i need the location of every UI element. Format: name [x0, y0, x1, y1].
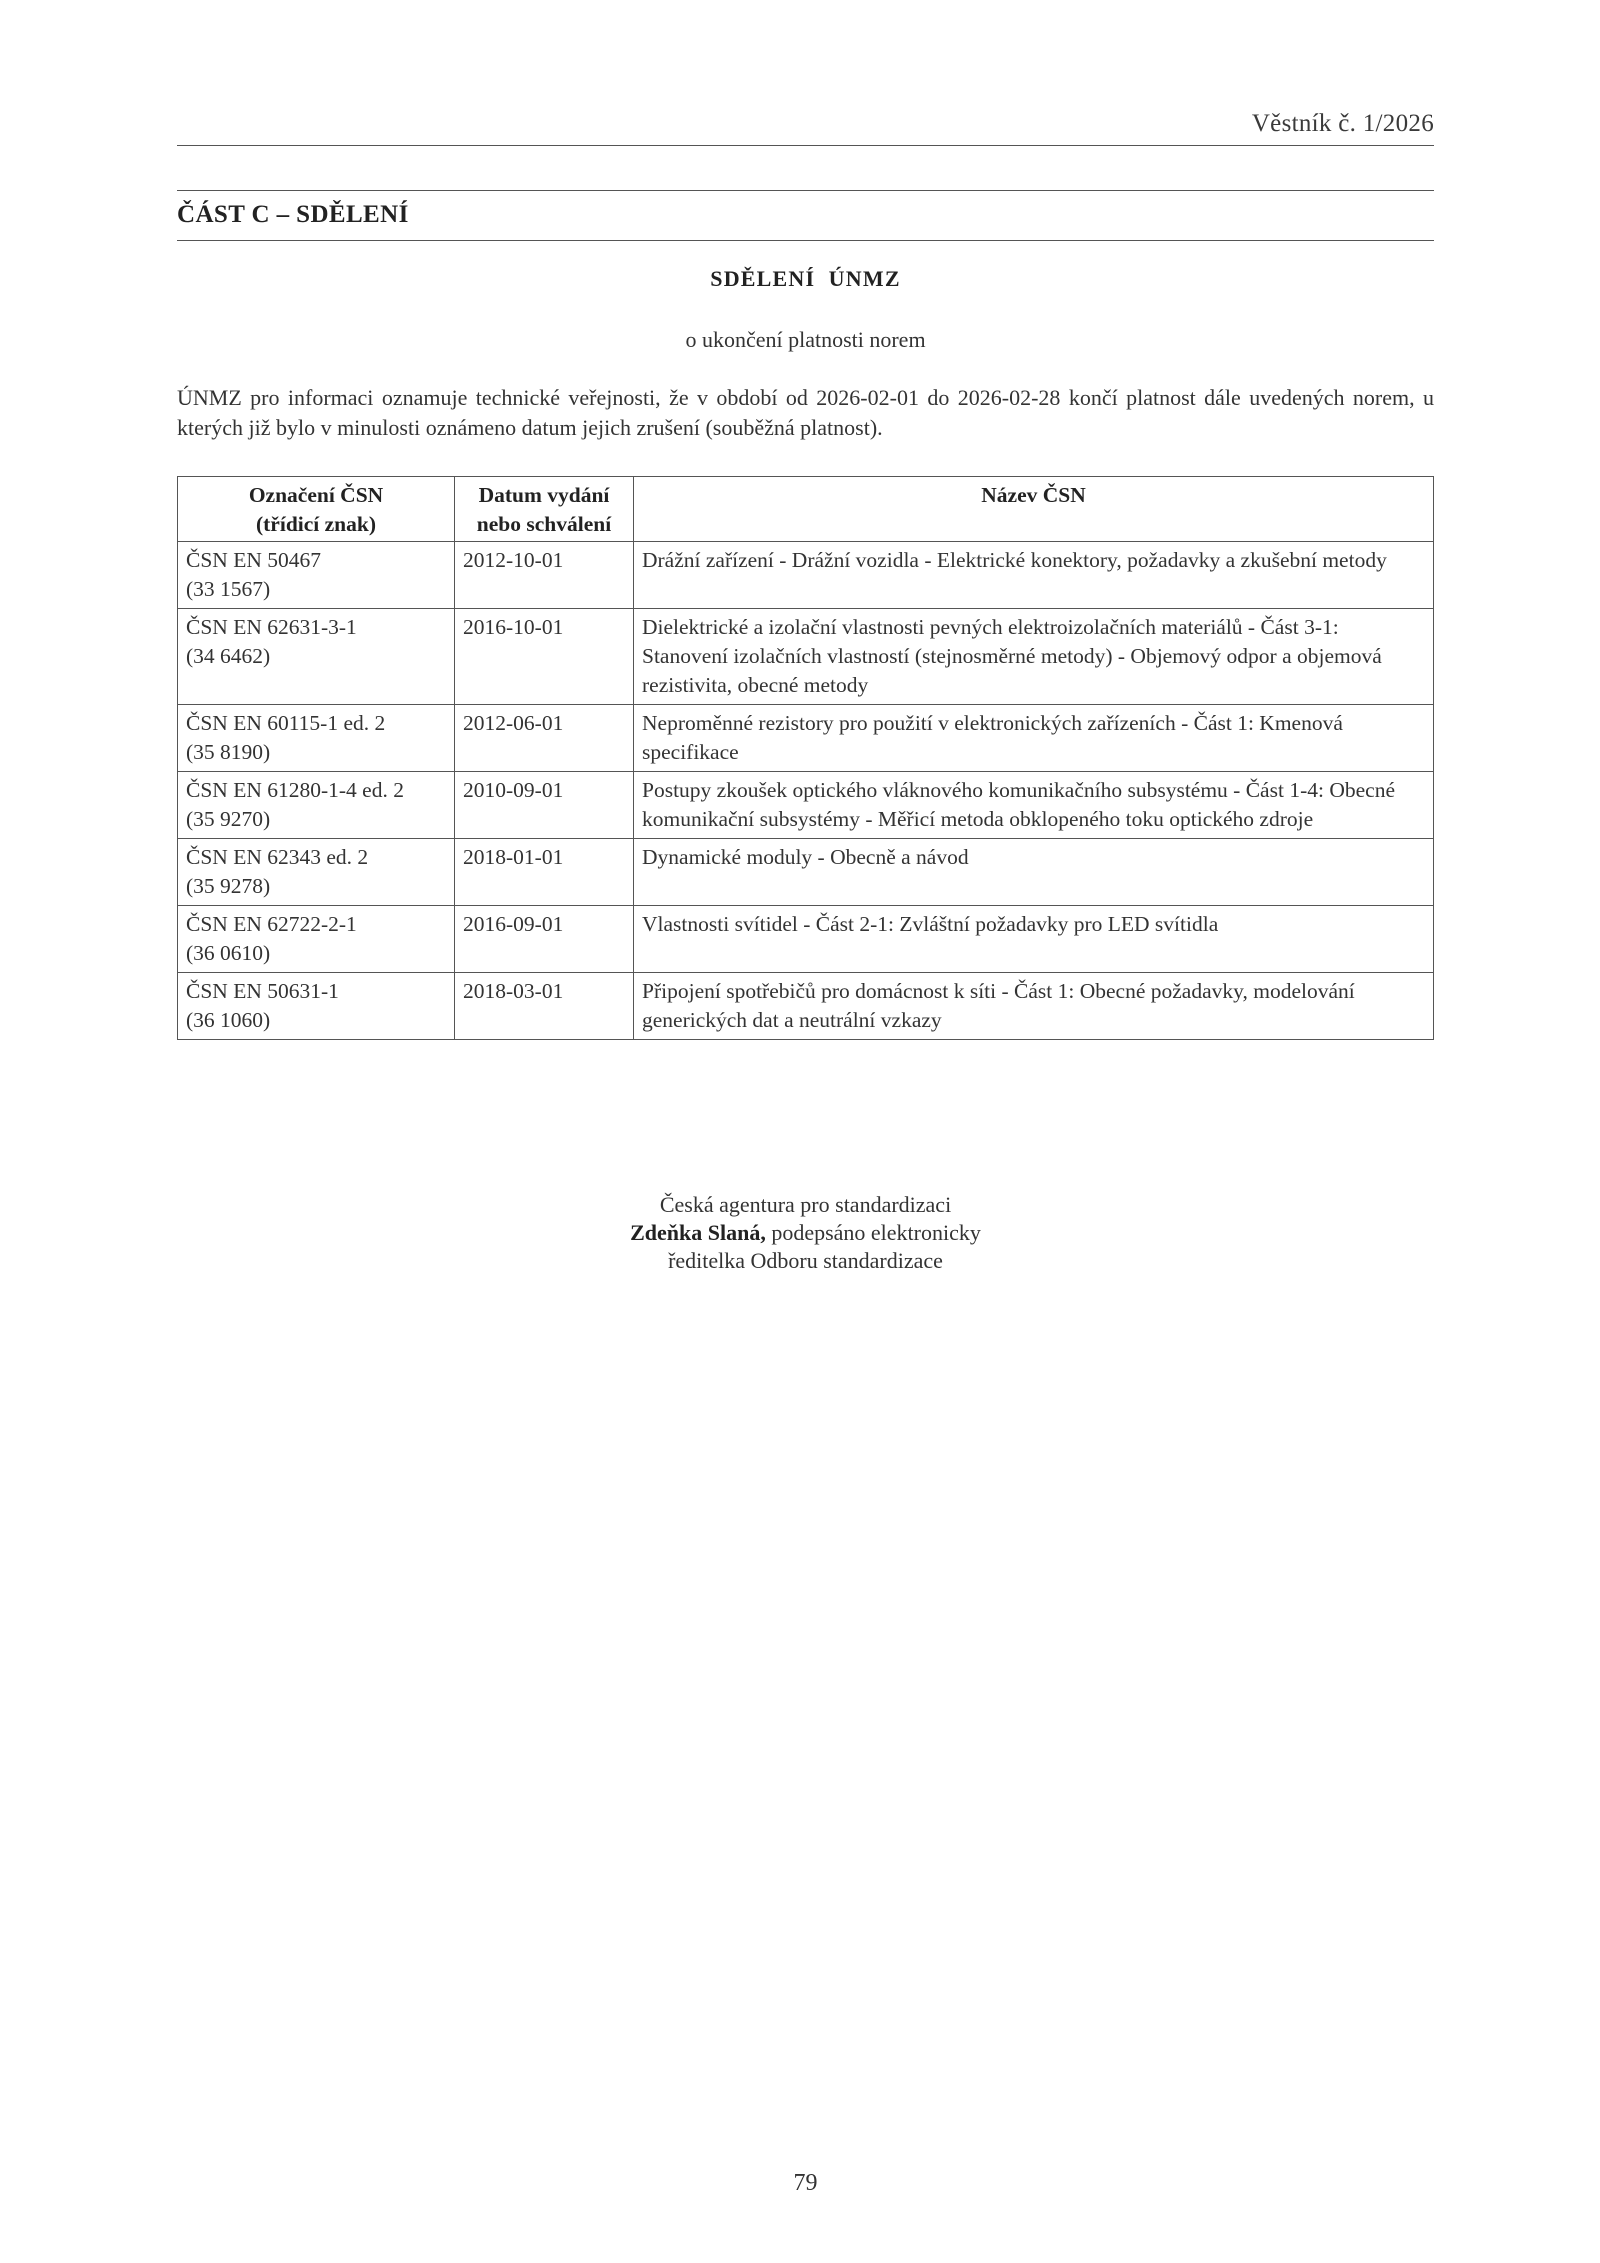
- table-header-row: [178, 477, 1434, 542]
- column-header-name: Název ČSN: [634, 477, 1434, 542]
- cell-date: 2018-01-01: [455, 839, 634, 906]
- signature-agency: Česká agentura pro standardizaci: [659, 1192, 952, 1217]
- cell-code: [178, 705, 455, 772]
- table-row: [178, 609, 1434, 705]
- signer-name: Zdeňka Slaná,: [630, 1220, 766, 1245]
- cell-date: 2018-03-01: [455, 973, 634, 1040]
- norm-class-code: (33 1567): [186, 577, 271, 601]
- notice-title: SDĚLENÍ ÚNMZ: [710, 266, 901, 291]
- table-row: [178, 705, 1434, 772]
- cell-norm-name: Vlastnosti svítidel - Část 2-1: Zvláštní požadavky pro LED svítidla: [634, 906, 1434, 973]
- signature-role: ředitelka Odboru standardizace: [668, 1248, 943, 1273]
- table-row: [178, 542, 1434, 609]
- cell-date: 2016-09-01: [455, 906, 634, 973]
- norms-table: [177, 476, 1434, 1040]
- table-row: [178, 772, 1434, 839]
- cell-norm-name: Dielektrické a izolační vlastnosti pevných elektroizolačních materiálů - Část 3-1: Stanovení izolačních vlastností (stejnosměrné metody) - Objemový odpor a objemová rezistivita, obecné metody: [634, 609, 1434, 705]
- norm-code: ČSN EN 50467: [186, 548, 321, 572]
- norm-code: ČSN EN 62722-2-1: [186, 912, 357, 936]
- header-rule: [177, 145, 1434, 146]
- section-rule-top: [177, 190, 1434, 191]
- cell-date: 2012-10-01: [455, 542, 634, 609]
- notice-intro: ÚNMZ pro informaci oznamuje technické veřejnosti, že v období od 2026-02-01 do 2026-02-28 končí platnost dále uvedených norem, u kterých již bylo v minulosti oznámeno datum jejich zrušení (souběžná platnost).: [177, 385, 1434, 440]
- norm-class-code: (35 8190): [186, 740, 271, 764]
- norm-code: ČSN EN 62343 ed. 2: [186, 845, 369, 869]
- norm-class-code: (36 1060): [186, 1008, 271, 1032]
- cell-norm-name: Postupy zkoušek optického vláknového komunikačního subsystému - Část 1-4: Obecné komunikační subsystémy - Měřicí metoda obklopeného toku optického zdroje: [634, 772, 1434, 839]
- cell-code: [178, 906, 455, 973]
- signed-note: podepsáno elektronicky: [765, 1220, 981, 1245]
- norm-code: ČSN EN 61280-1-4 ed. 2: [186, 778, 404, 802]
- section-rule-bottom: [177, 240, 1434, 241]
- cell-code: [178, 772, 455, 839]
- cell-norm-name: Neproměnné rezistory pro použití v elektronických zařízeních - Část 1: Kmenová specifikace: [634, 705, 1434, 772]
- table-row: [178, 839, 1434, 906]
- norm-class-code: (35 9270): [186, 807, 271, 831]
- signature-block: [177, 1191, 1434, 1275]
- cell-code: [178, 973, 455, 1040]
- norm-class-code: (35 9278): [186, 874, 271, 898]
- norm-class-code: (34 6462): [186, 644, 271, 668]
- notice-subtitle: o ukončení platnosti norem: [685, 327, 926, 352]
- signature-signer-line: [177, 1219, 1434, 1247]
- cell-code: [178, 839, 455, 906]
- header-code-line1: Označení ČSN: [248, 483, 384, 507]
- table-row: [178, 906, 1434, 973]
- section-title: ČÁST C – SDĚLENÍ: [177, 201, 409, 228]
- header-date-line2: nebo schválení: [476, 512, 612, 536]
- norm-code: ČSN EN 62631-3-1: [186, 615, 357, 639]
- header-code-line2: (třídicí znak): [255, 512, 377, 536]
- header-date-line1: Datum vydání: [478, 483, 610, 507]
- page-number: 79: [793, 2170, 818, 2196]
- norm-code: ČSN EN 50631-1: [186, 979, 339, 1003]
- column-header-date: [455, 477, 634, 542]
- document-page: [177, 0, 1434, 2263]
- cell-norm-name: Připojení spotřebičů pro domácnost k síti - Část 1: Obecné požadavky, modelování generických dat a neutrální vzkazy: [634, 973, 1434, 1040]
- cell-norm-name: Dynamické moduly - Obecně a návod: [634, 839, 1434, 906]
- column-header-code: [178, 477, 455, 542]
- cell-date: 2012-06-01: [455, 705, 634, 772]
- table-row: [178, 973, 1434, 1040]
- cell-date: 2016-10-01: [455, 609, 634, 705]
- norm-class-code: (36 0610): [186, 941, 271, 965]
- cell-date: 2010-09-01: [455, 772, 634, 839]
- norms-table-body: [178, 542, 1434, 1040]
- journal-header: Věstník č. 1/2026: [1251, 110, 1434, 137]
- cell-code: [178, 542, 455, 609]
- norm-code: ČSN EN 60115-1 ed. 2: [186, 711, 386, 735]
- cell-norm-name: Drážní zařízení - Drážní vozidla - Elektrické konektory, požadavky a zkušební metody: [634, 542, 1434, 609]
- cell-code: [178, 609, 455, 705]
